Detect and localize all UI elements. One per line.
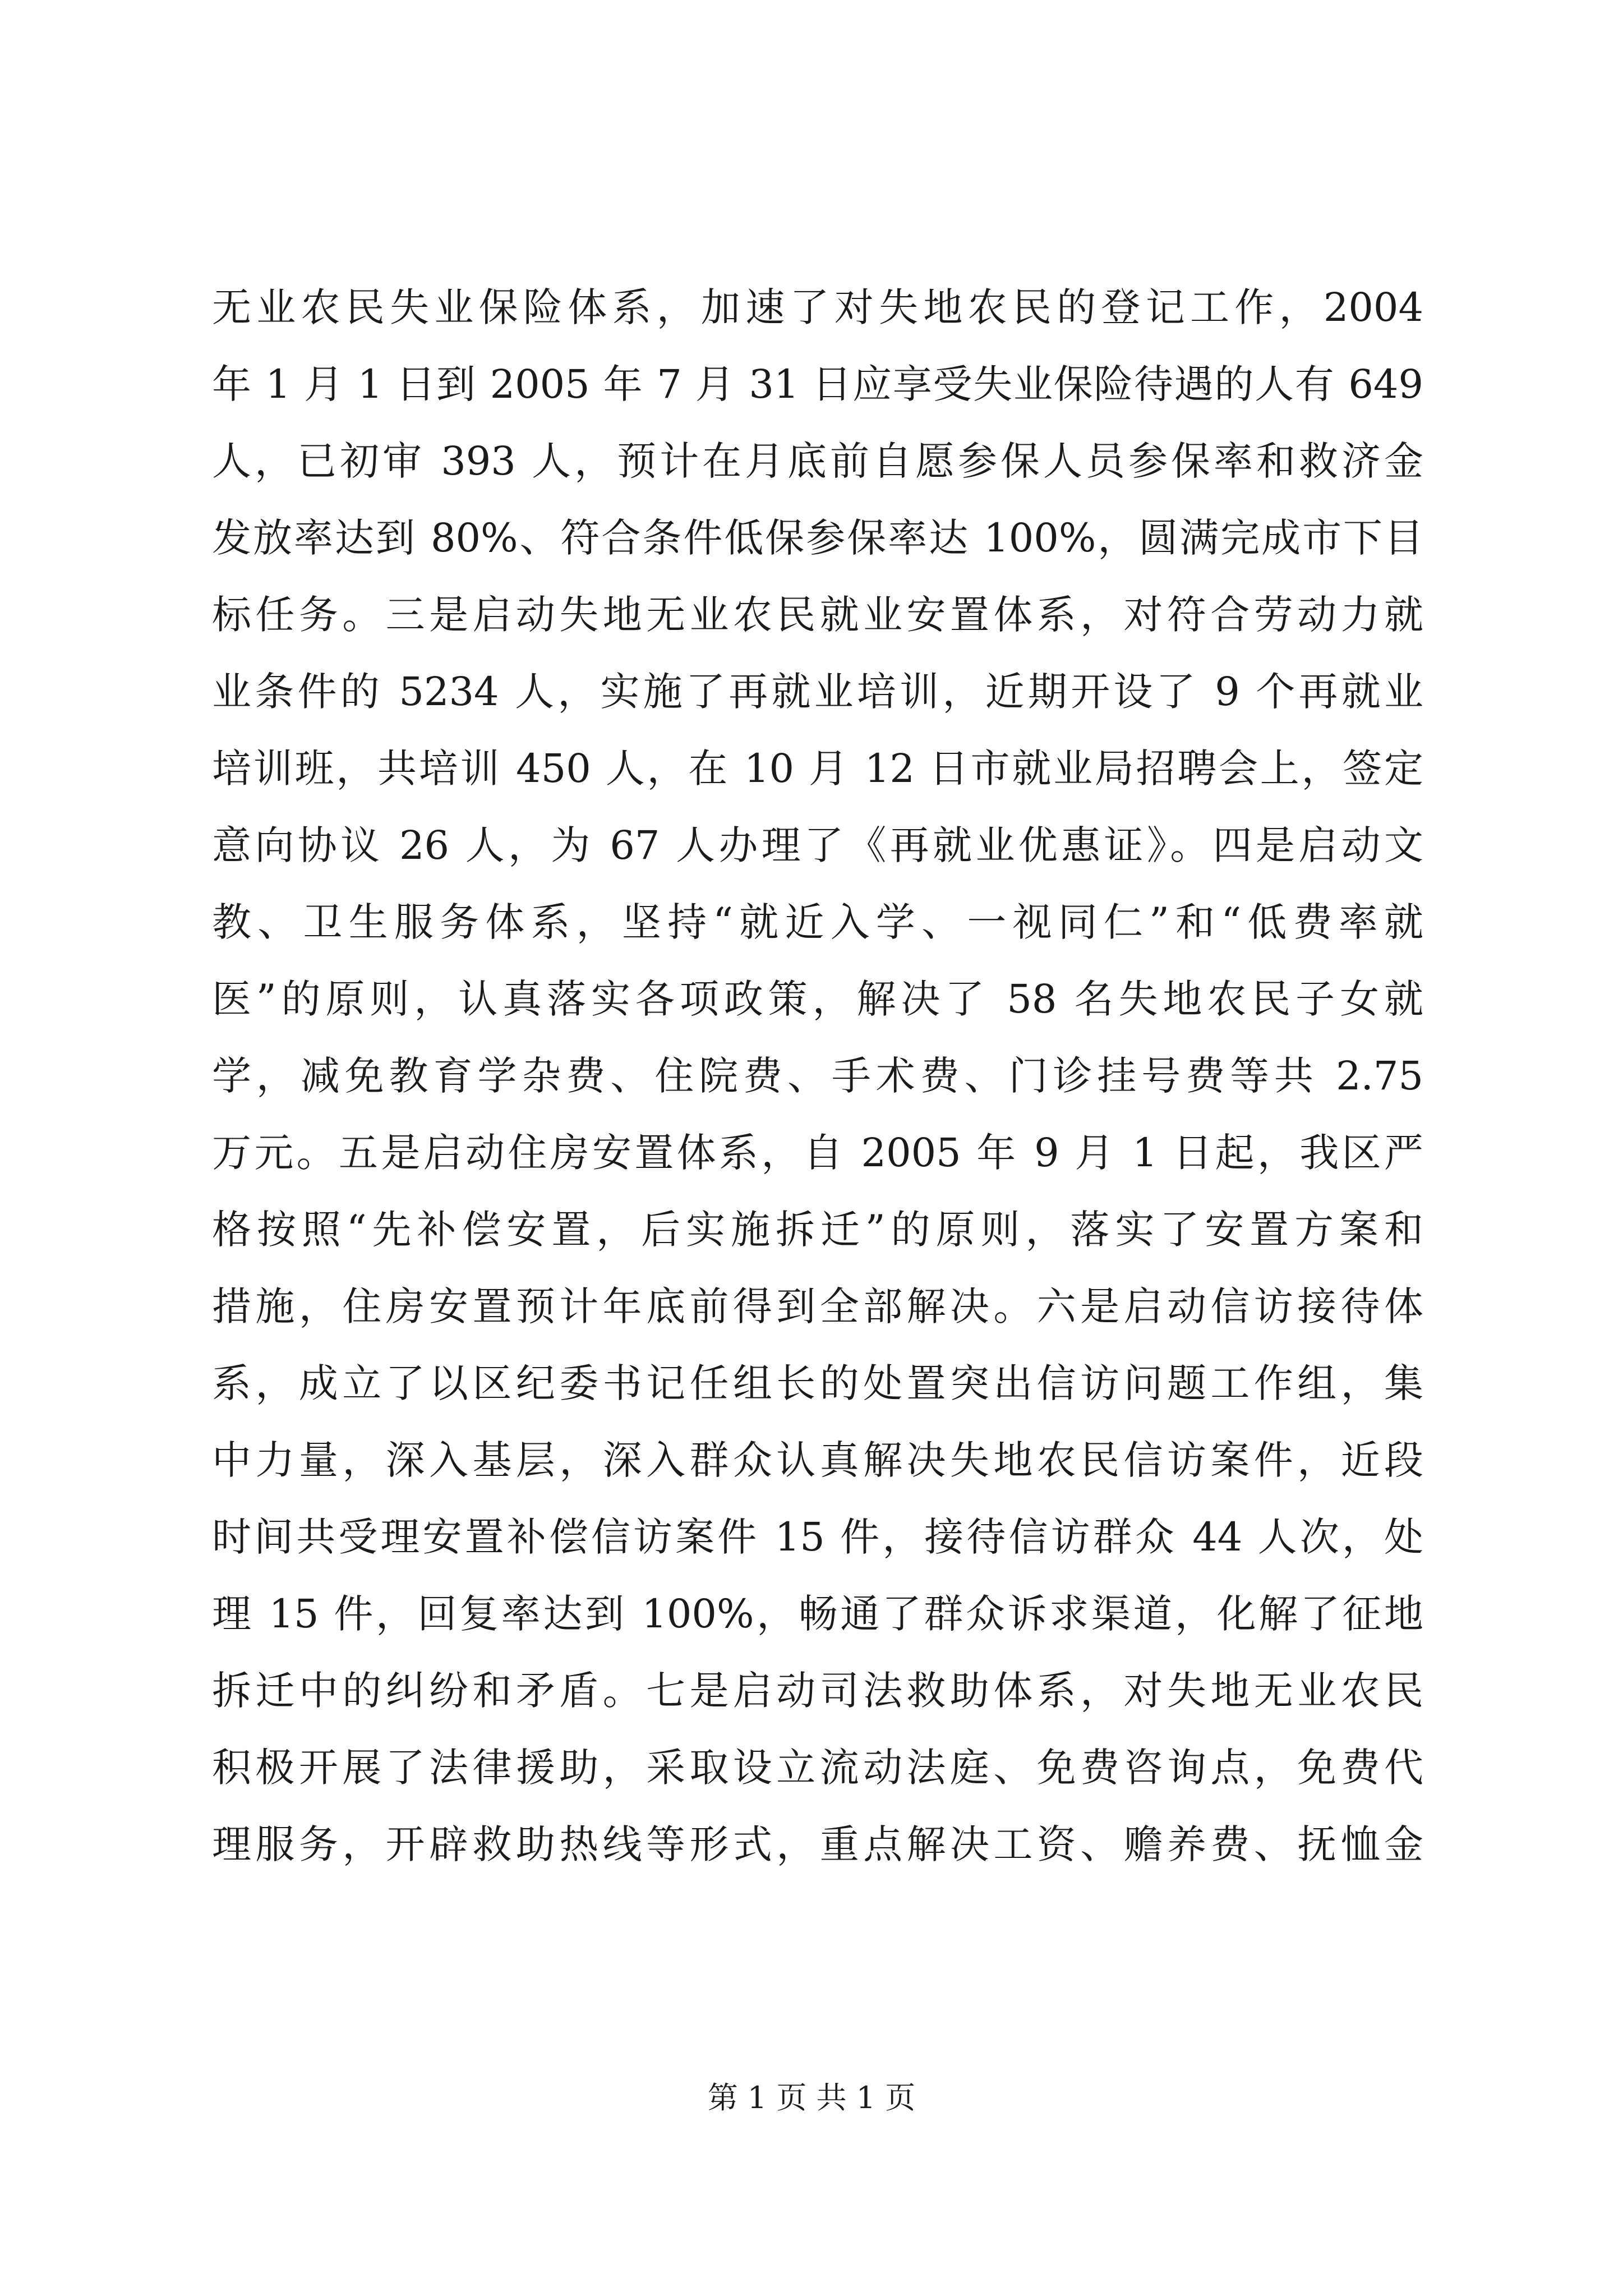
page-footer: 第 1 页 共 1 页: [707, 2080, 916, 2115]
text-line-4: 发放率达到 80%、符合条件低保参保率达 100%，圆满完成市下目: [212, 515, 1423, 561]
text-line-15: 系，成立了以区纪委书记任组长的处置突出信访问题工作组，集: [212, 1360, 1423, 1406]
text-line-11: 学，减免教育学杂费、住院费、手术费、门诊挂号费等共 2.75: [212, 1053, 1423, 1099]
text-line-9: 教、卫生服务体系，坚持“就近入学、一视同仁”和“低费率就: [212, 899, 1423, 945]
text-line-21: 理服务，开辟救助热线等形式，重点解决工资、赡养费、抚恤金: [212, 1821, 1423, 1867]
text-line-7: 培训班，共培训 450 人，在 10 月 12 日市就业局招聘会上，签定: [212, 746, 1423, 792]
text-line-19: 拆迁中的纠纷和矛盾。七是启动司法救助体系，对失地无业农民: [212, 1668, 1423, 1714]
text-line-12: 万元。五是启动住房安置体系，自 2005 年 9 月 1 日起，我区严: [212, 1130, 1423, 1176]
text-line-13: 格按照“先补偿安置，后实施拆迁”的原则，落实了安置方案和: [212, 1207, 1423, 1253]
text-line-1: 无业农民失业保险体系，加速了对失地农民的登记工作，2004: [212, 284, 1423, 330]
text-line-18: 理 15 件，回复率达到 100%，畅通了群众诉求渠道，化解了征地: [212, 1591, 1423, 1637]
text-line-8: 意向协议 26 人，为 67 人办理了《再就业优惠证》。四是启动文: [212, 822, 1423, 868]
text-line-5: 标任务。三是启动失地无业农民就业安置体系，对符合劳动力就: [212, 592, 1423, 638]
text-line-10: 医”的原则，认真落实各项政策，解决了 58 名失地农民子女就: [212, 976, 1423, 1022]
text-line-14: 措施，住房安置预计年底前得到全部解决。六是启动信访接待体: [212, 1283, 1423, 1329]
text-line-17: 时间共受理安置补偿信访案件 15 件，接待信访群众 44 人次，处: [212, 1514, 1423, 1560]
text-line-16: 中力量，深入基层，深入群众认真解决失地农民信访案件，近段: [212, 1437, 1423, 1483]
text-line-20: 积极开展了法律援助，采取设立流动法庭、免费咨询点，免费代: [212, 1745, 1423, 1791]
text-line-2: 年 1 月 1 日到 2005 年 7 月 31 日应享受失业保险待遇的人有 649: [212, 361, 1423, 407]
body-text: [212, 269, 1423, 1883]
text-line-6: 业条件的 5234 人，实施了再就业培训，近期开设了 9 个再就业: [212, 669, 1423, 715]
text-line-3: 人，已初审 393 人，预计在月底前自愿参保人员参保率和救济金: [212, 438, 1423, 484]
